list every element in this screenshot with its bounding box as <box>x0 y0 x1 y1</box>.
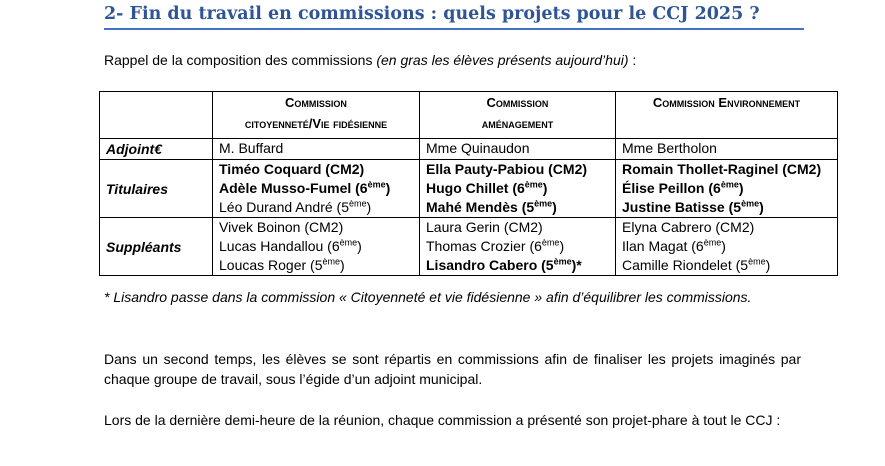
suppleants-cell <box>616 218 838 276</box>
student-name-end: ) <box>357 238 362 254</box>
student-name-text: Hugo Chillet (6 <box>426 180 525 196</box>
header-empty <box>100 92 213 139</box>
student-name-text: Romain Thollet-Raginel (CM2) <box>622 161 822 177</box>
adjoint-cell <box>420 139 616 160</box>
student-name-text: Ella Pauty-Pabiou (CM2) <box>426 161 588 177</box>
student-name-end: ) <box>759 199 764 215</box>
student-name <box>219 160 413 179</box>
grade-superscript: ème <box>322 256 341 267</box>
paragraph-last-half-hour: Lors de la dernière demi-heure de la réunion, chaque commission a présenté son projet-phare à tout le CCJ : <box>104 412 781 428</box>
header-line2: aménagement <box>481 116 554 131</box>
grade-superscript: ème <box>367 179 386 190</box>
student-name-end: )* <box>571 257 582 273</box>
student-name-end: ) <box>721 238 726 254</box>
student-name <box>426 179 609 198</box>
header-commission-environnement <box>616 92 838 139</box>
suppleants-cell <box>213 218 420 276</box>
student-name-end: ) <box>385 180 391 196</box>
adjoint-name: Mme Quinaudon <box>426 140 530 156</box>
grade-superscript: ème <box>541 237 560 248</box>
adjoint-name: Mme Bertholon <box>622 140 717 156</box>
table-row-adjoint <box>100 139 838 160</box>
student-name-text: Léo Durand André (5 <box>219 199 349 215</box>
student-name <box>219 218 413 237</box>
grade-superscript: ème <box>524 179 543 190</box>
student-name-text: Vivek Boinon (CM2) <box>219 219 344 235</box>
student-name <box>622 160 831 179</box>
grade-superscript: ème <box>720 179 739 190</box>
grade-superscript: ème <box>339 237 358 248</box>
student-name-end: ) <box>738 180 744 196</box>
grade-superscript: ème <box>741 198 760 209</box>
student-name-text: Ilan Magat (6 <box>622 238 704 254</box>
student-name <box>219 256 413 275</box>
row-label-titulaires: Titulaires <box>100 160 213 218</box>
intro-line <box>104 52 636 68</box>
student-name <box>426 256 609 275</box>
student-name-text: Timéo Coquard (CM2) <box>219 161 365 177</box>
adjoint-cell <box>616 139 838 160</box>
student-name-end: ) <box>559 238 565 254</box>
student-name-end: ) <box>366 199 372 215</box>
student-name <box>426 237 609 256</box>
suppleants-cell <box>420 218 616 276</box>
intro-end: : <box>628 52 637 68</box>
header-line2: citoyenneté/Vie fidésienne <box>244 116 388 131</box>
header-line2: Commission Environnement <box>652 95 801 110</box>
section-heading: 2- Fin du travail en commissions : quels projets pour le CCJ 2025 ? <box>104 4 804 30</box>
student-name-text: Lisandro Cabero (5 <box>426 257 554 273</box>
student-name <box>426 160 609 179</box>
table-row-suppleants <box>100 218 838 276</box>
grade-superscript: ème <box>553 256 572 267</box>
student-name <box>622 179 831 198</box>
footnote: * Lisandro passe dans la commission « Citoyenneté et vie fidésienne » afin d’équilibrer les commissions. <box>104 289 752 305</box>
grade-superscript: ème <box>534 198 553 209</box>
paragraph-second-step: Dans un second temps, les élèves se sont répartis en commissions afin de finaliser les projets imaginés par chaque groupe de travail, sous l’égide d’un adjoint municipal. <box>104 351 801 387</box>
student-name <box>426 218 609 237</box>
student-name <box>426 198 609 217</box>
student-name <box>622 256 831 275</box>
student-name <box>622 237 831 256</box>
student-name-end: ) <box>552 199 557 215</box>
intro-text: Rappel de la composition des commissions <box>104 52 377 68</box>
commissions-table <box>99 91 838 276</box>
row-label-suppleants: Suppléants <box>100 218 213 276</box>
student-name <box>622 198 831 217</box>
table-header-row <box>100 92 838 139</box>
header-line1: Commission <box>285 95 347 110</box>
grade-superscript: ème <box>348 198 367 209</box>
table-row-titulaires <box>100 160 838 218</box>
student-name-text: Loucas Roger (5 <box>219 257 323 273</box>
student-name-text: Justine Batisse (5 <box>622 199 742 215</box>
student-name-end: ) <box>542 180 548 196</box>
header-commission-citoyennete <box>213 92 420 139</box>
student-name-text: Camille Riondelet (5 <box>622 257 749 273</box>
student-name-text: Laura Gerin (CM2) <box>426 219 543 235</box>
student-name-end: ) <box>340 257 345 273</box>
student-name <box>622 218 831 237</box>
student-name <box>219 237 413 256</box>
titulaires-cell <box>213 160 420 218</box>
adjoint-name: M. Buffard <box>219 140 284 156</box>
student-name-end: ) <box>765 257 771 273</box>
titulaires-cell <box>420 160 616 218</box>
row-label-adjoint: Adjoint€ <box>100 139 213 160</box>
student-name <box>219 179 413 198</box>
header-line1: Commission <box>486 95 549 110</box>
student-name-text: Thomas Crozier (6 <box>426 238 542 254</box>
student-name-text: Élise Peillon (6 <box>622 180 721 196</box>
student-name-text: Elyna Cabrero (CM2) <box>622 219 755 235</box>
student-name-text: Lucas Handallou (6 <box>219 238 340 254</box>
intro-italic: (en gras les élèves présents aujourd’hui) <box>376 52 629 68</box>
student-name-text: Mahé Mendès (5 <box>426 199 535 215</box>
grade-superscript: ème <box>703 237 722 248</box>
adjoint-cell <box>213 139 420 160</box>
student-name <box>219 198 413 217</box>
grade-superscript: ème <box>748 256 766 267</box>
header-commission-amenagement <box>420 92 616 139</box>
student-name-text: Adèle Musso-Fumel (6 <box>219 180 368 196</box>
titulaires-cell <box>616 160 838 218</box>
